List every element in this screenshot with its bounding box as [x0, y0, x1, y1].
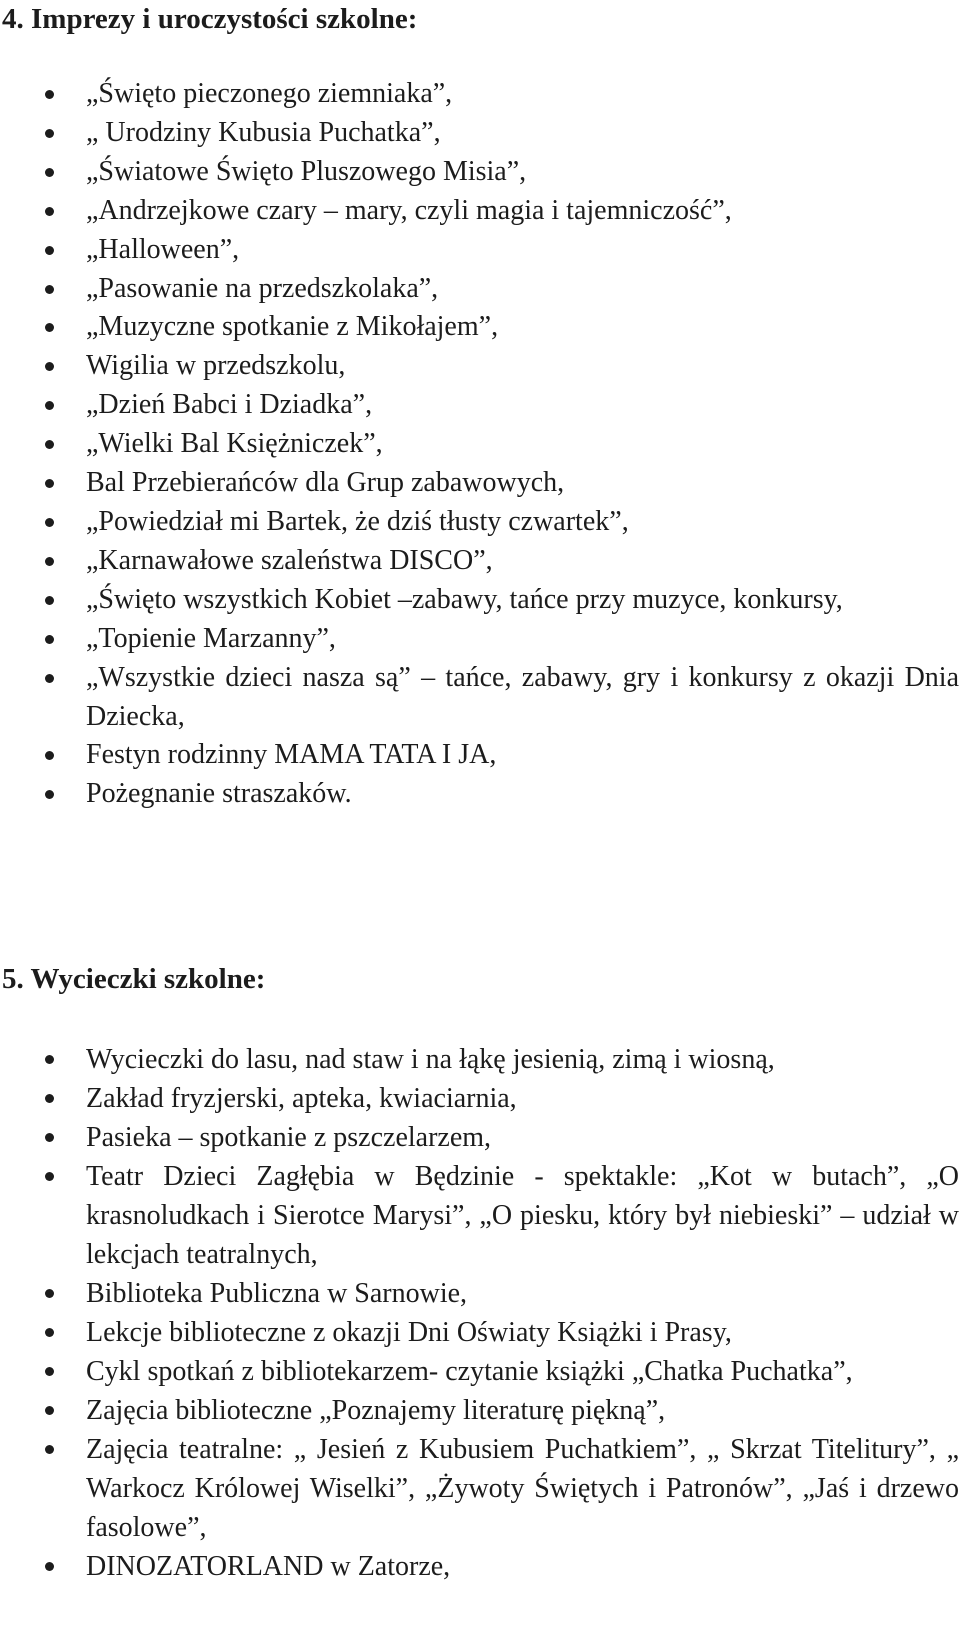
list-item: [0, 1157, 959, 1274]
bullet-icon: [45, 1562, 54, 1571]
bullet-icon: [45, 285, 54, 294]
list-item-text: Zajęcia biblioteczne „Poznajemy literaturę piękną”,: [86, 1395, 666, 1426]
bullet-icon: [45, 1055, 54, 1064]
list-item-text: Pasieka – spotkanie z pszczelarzem,: [86, 1122, 492, 1153]
list-item-text: „Światowe Święto Pluszowego Misia”,: [86, 155, 527, 187]
bullet-icon: [45, 207, 54, 216]
bullet-icon: [45, 246, 54, 255]
list-item: [0, 192, 959, 231]
list-item-text: „Powiedział mi Bartek, że dziś tłusty czwartek”,: [86, 505, 629, 537]
list-item-text: „Święto wszystkich Kobiet –zabawy, tańce przy muzyce, konkursy,: [86, 583, 843, 615]
list-item-text: Bal Przebierańców dla Grup zabawowych,: [86, 467, 565, 499]
bullet-icon: [45, 1406, 54, 1415]
list-item: [0, 503, 959, 542]
bullet-icon: [45, 362, 54, 371]
list-item-text: „Wszystkie dzieci nasza są” – tańce, zabawy, gry i konkursy z okazji Dnia Dziecka,: [86, 661, 959, 732]
list-item: [0, 308, 959, 347]
list-item: [0, 620, 959, 659]
bullet-icon: [45, 129, 54, 138]
bullet-icon: [45, 1094, 54, 1103]
list-item: [0, 75, 959, 114]
list-item: [0, 1313, 959, 1352]
list-item-text: „ Urodziny Kubusia Puchatka”,: [86, 116, 441, 148]
list-item-text: „Topienie Marzanny”,: [86, 622, 336, 654]
list-item: [0, 114, 959, 153]
bullet-icon: [45, 1133, 54, 1142]
bullet-icon: [45, 1172, 54, 1181]
list-item-text: „Halloween”,: [86, 233, 240, 265]
list-item: [0, 153, 959, 192]
list-item: [0, 425, 959, 464]
bullet-icon: [45, 401, 54, 410]
bullet-icon: [45, 1289, 54, 1298]
section-heading-trips: [2, 962, 265, 996]
list-item: [0, 1352, 959, 1391]
bullet-icon: [45, 479, 54, 488]
list-item: [0, 659, 959, 737]
list-item-text: Lekcje biblioteczne z okazji Dni Oświaty Książki i Prasy,: [86, 1317, 732, 1348]
list-item-text: Biblioteka Publiczna w Sarnowie,: [86, 1278, 468, 1309]
list-item-text: Pożegnanie straszaków.: [86, 778, 352, 810]
list-item: [0, 1118, 959, 1157]
section-title: Imprezy i uroczystości szkolne:: [31, 3, 418, 35]
section-number: 5.: [2, 963, 24, 995]
bullet-icon: [45, 635, 54, 644]
list-item: [0, 464, 959, 503]
list-item-text: „Dzień Babci i Dziadka”,: [86, 389, 373, 421]
bullet-icon: [45, 596, 54, 605]
bullet-icon: [45, 323, 54, 332]
list-item-text: „Muzyczne spotkanie z Mikołajem”,: [86, 311, 499, 343]
list-item-text: Teatr Dzieci Zagłębia w Będzinie - spektakle: „Kot w butach”, „O krasnoludkach i Sierotce Marysi”, „O piesku, który był niebieski” – udział w lekcjach teatralnych,: [86, 1161, 959, 1270]
list-item-text: Zakład fryzjerski, apteka, kwiaciarnia,: [86, 1083, 517, 1114]
list-item-text: „Andrzejkowe czary – mary, czyli magia i tajemniczość”,: [86, 194, 732, 226]
list-item: [0, 581, 959, 620]
events-list: [0, 75, 960, 814]
trips-list: [0, 1040, 960, 1586]
list-item: [0, 775, 959, 814]
list-item: [0, 1547, 959, 1586]
bullet-icon: [45, 168, 54, 177]
list-item: [0, 386, 959, 425]
list-item: [0, 1040, 959, 1079]
list-item: [0, 542, 959, 581]
list-item-text: „Karnawałowe szaleństwa DISCO”,: [86, 544, 493, 576]
bullet-icon: [45, 1328, 54, 1337]
bullet-icon: [45, 790, 54, 799]
list-item: [0, 736, 959, 775]
list-item: [0, 231, 959, 270]
list-item-text: DINOZATORLAND w Zatorze,: [86, 1551, 451, 1582]
list-item-text: „Pasowanie na przedszkolaka”,: [86, 272, 439, 304]
list-item: [0, 1079, 959, 1118]
bullet-icon: [45, 751, 54, 760]
list-item: [0, 1274, 959, 1313]
list-item-text: Zajęcia teatralne: „ Jesień z Kubusiem Puchatkiem”, „ Skrzat Titelitury”, „ Warkocz Królowej Wiselki”, „Żywoty Świętych i Patronów”, „Jaś i drzewo fasolowe”,: [86, 1434, 959, 1543]
list-item: [0, 1430, 959, 1547]
list-item: [0, 1391, 959, 1430]
list-item: [0, 347, 959, 386]
bullet-icon: [45, 674, 54, 683]
section-heading-events: [2, 2, 417, 36]
list-item-text: Wigilia w przedszkolu,: [86, 350, 346, 382]
bullet-icon: [45, 518, 54, 527]
bullet-icon: [45, 440, 54, 449]
section-number: 4.: [2, 3, 24, 35]
list-item-text: Cykl spotkań z bibliotekarzem- czytanie książki „Chatka Puchatka”,: [86, 1356, 853, 1387]
list-item-text: Festyn rodzinny MAMA TATA I JA,: [86, 739, 497, 771]
list-item-text: „Wielki Bal Księżniczek”,: [86, 428, 383, 460]
list-item-text: „Święto pieczonego ziemniaka”,: [86, 78, 453, 109]
list-item: [0, 270, 959, 309]
section-title: Wycieczki szkolne:: [30, 963, 266, 995]
list-item-text: Wycieczki do lasu, nad staw i na łąkę jesienią, zimą i wiosną,: [86, 1044, 775, 1075]
bullet-icon: [45, 1445, 54, 1454]
bullet-icon: [45, 90, 54, 99]
bullet-icon: [45, 1367, 54, 1376]
bullet-icon: [45, 557, 54, 566]
